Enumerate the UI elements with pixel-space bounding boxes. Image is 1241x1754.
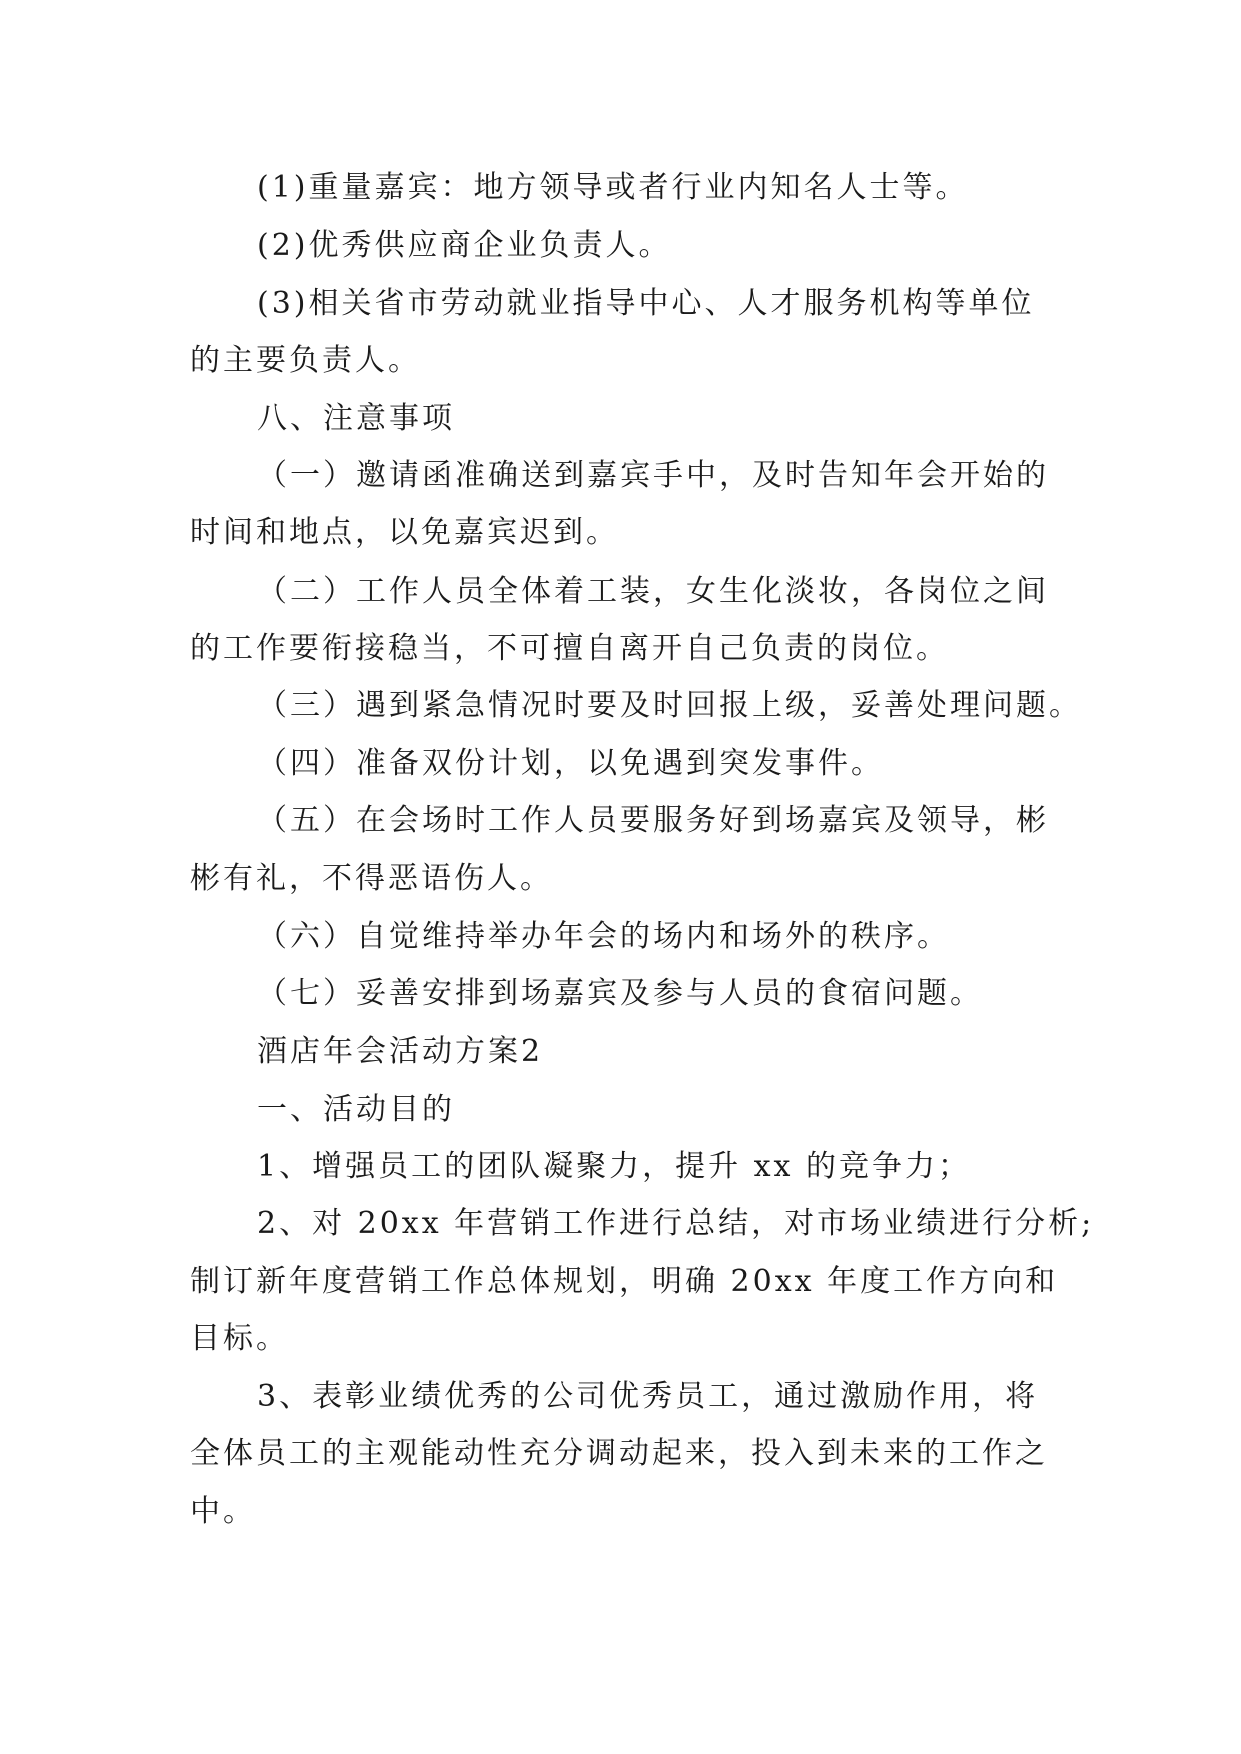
text-line: (1)重量嘉宾：地方领导或者行业内知名人士等。 [257,170,969,205]
text-line: 的主要负责人。 [190,343,421,378]
text-line: 2、对 20xx 年营销工作进行总结，对市场业绩进行分析; [257,1206,1095,1241]
text-line: 3、表彰业绩优秀的公司优秀员工，通过激励作用，将 [257,1379,1039,1414]
text-line: 1、增强员工的团队凝聚力，提升 xx 的竞争力； [257,1149,971,1184]
text-line: （七）妥善安排到场嘉宾及参与人员的食宿问题。 [257,976,983,1011]
text-line: （三）遇到紧急情况时要及时回报上级，妥善处理问题。 [257,688,1082,723]
text-line: （四）准备双份计划，以免遇到突发事件。 [257,746,884,781]
text-line: （六）自觉维持举办年会的场内和场外的秩序。 [257,919,950,954]
section-heading: 一、活动目的 [257,1092,455,1127]
text-line: 制订新年度营销工作总体规划，明确 20xx 年度工作方向和 [190,1264,1059,1299]
text-line: 时间和地点，以免嘉宾迟到。 [190,515,619,550]
text-line: 中。 [190,1494,256,1529]
text-line: （五）在会场时工作人员要服务好到场嘉宾及领导，彬 [257,803,1049,838]
document-title: 酒店年会活动方案2 [257,1034,544,1069]
text-line: 的工作要衔接稳当，不可擅自离开自己负责的岗位。 [190,631,949,666]
section-heading: 八、注意事项 [257,401,455,436]
text-line: 目标。 [190,1321,289,1356]
text-line: 彬有礼，不得恶语伤人。 [190,861,553,896]
text-line: （二）工作人员全体着工装，女生化淡妆，各岗位之间 [257,574,1049,609]
text-line: （一）邀请函准确送到嘉宾手中，及时告知年会开始的 [257,458,1049,493]
text-line: (3)相关省市劳动就业指导中心、人才服务机构等单位 [257,286,1035,321]
text-line: (2)优秀供应商企业负责人。 [257,228,672,263]
text-line: 全体员工的主观能动性充分调动起来，投入到未来的工作之 [190,1436,1048,1471]
